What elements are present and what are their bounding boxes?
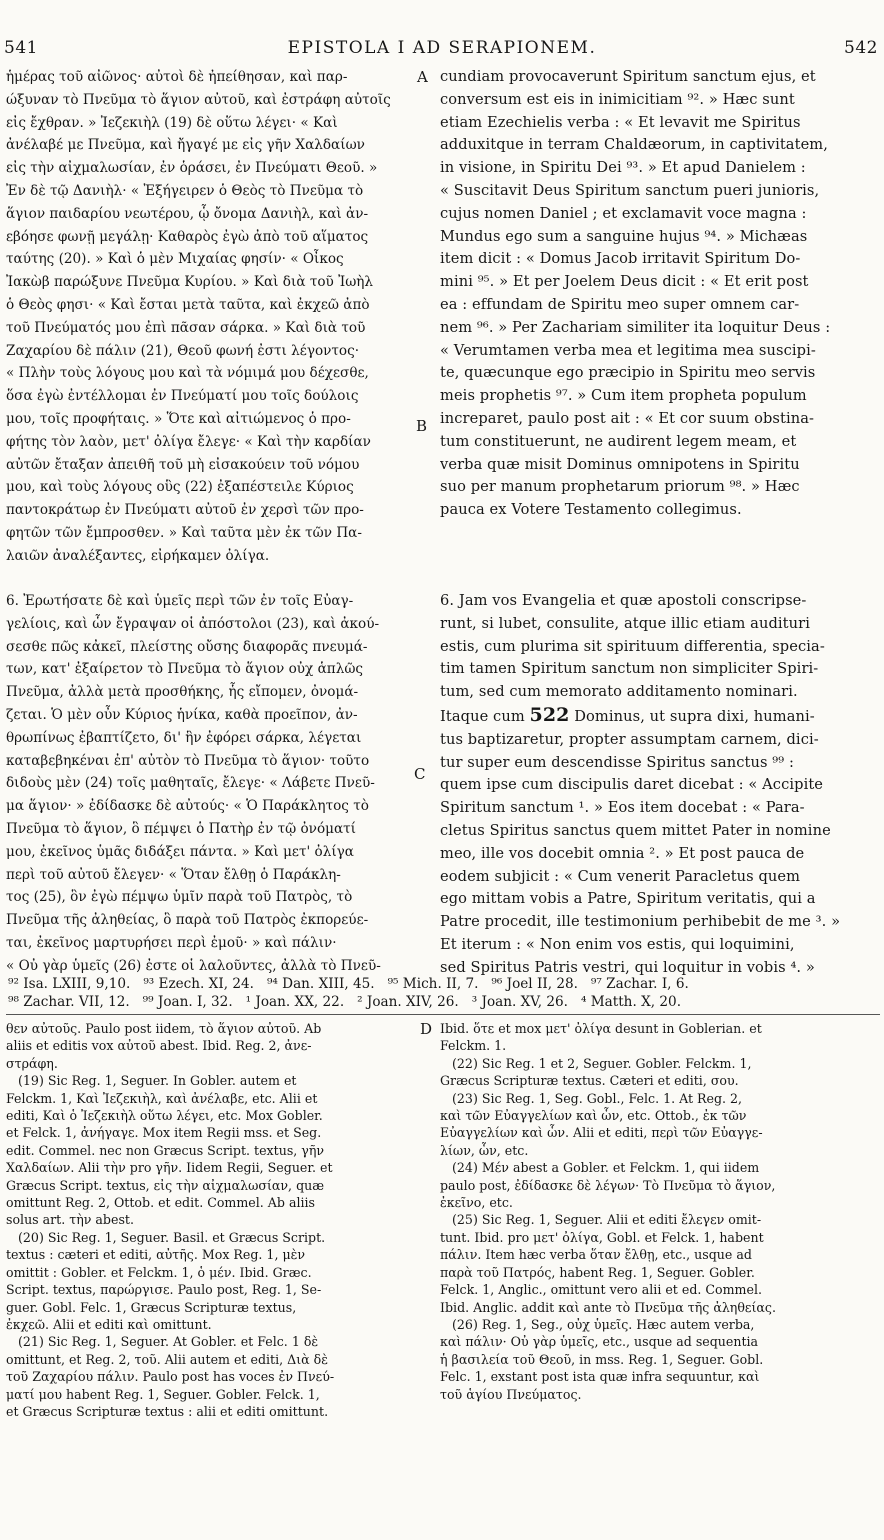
latin-column-top: cundiam provocaverunt Spiritum sanctum ejus, et conversum est eis in inimicitiam ⁹². » Hæc sunt etiam Ezechielis verba : « Et levavit me Spiritus adduxitque in terram Chaldæorum, in captivitatem, in visione, in Spiritu Dei ⁹³. » Et apud Danielem : « Suscitavit Deus Spiritum sanctum pueri junioris, cujus nomen Daniel ; et exclamavit voce magna : Mundus ego sum a sanguine hujus ⁹⁴. » Michæas item dicit : « Domus Jacob irritavit Spiritum Do- mini ⁹⁵. » Et per Joelem Deus dicit : « Et erit post ea : effundam de Spiritu meo super omnem car- nem ⁹⁶. » Per Zachariam similiter ita loquitur Deus : « Verumtamen verba mea et legitima mea suscipi- te, quæcunque ego præcipio in Spiritu meo servis meis prophetis ⁹⁷. » Cum item propheta populum increparet, paulo post ait : « Et cor suum obstina- tum constituerunt, ne audirent legem meam, et verba quæ misit Dominus omnipotens in Spiritu suo per manum prophetarum priorum ⁹⁸. » Hæc pauca ex Votere Testamento collegimus. xyxy=(440,68,831,519)
margin-letter-b: B xyxy=(416,417,428,435)
footnotes-left: θεν αὐτοῦς. Paulo post iidem, τὸ ἅγιον αὐτοῦ. Ab aliis et editis vox αὐτοῦ abest. Ibid. Reg. 2, ἀνε- στράφη. (19) Sic Reg. 1, Seguer. In Gobler. autem et Felckm. 1, Καὶ Ἰεζεκιὴλ, καὶ ἀνέλαβε, etc. Alii et editi, Καὶ ὁ Ἰεζεκιὴλ οὕτω λέγει, etc. Mox Gobler. et Felck. 1, ἀνήγαγε. Mox item Regii mss. et Seg. edit. Commel. nec non Græcus Script. textus, γῆν Χαλδαίων. Alii τὴν pro γῆν. Iidem Regii, Seguer. et Græcus Script. textus, εἰς τὴν αἰχμαλωσίαν, quæ omittunt Reg. 2, Ottob. et edit. Commel. Ab aliis solus art. τὴν abest. (20) Sic Reg. 1, Seguer. Basil. et Græcus Script. textus : cæteri et editi, αὐτῆς. Mox Reg. 1, μὲν omittit : Gobler. et Felckm. 1, ὁ μέν. Ibid. Græc. Script. textus, παρώργισε. Paulo post, Reg. 1, Se- guer. Gobl. Felc. 1, Græcus Scripturæ textus, ἐκχεῶ. Alii et editi καὶ omittunt. (21) Sic Reg. 1, Seguer. At Gobler. et Felc. 1 δὲ omittunt, et Reg. 2, τοῦ. Alii autem et editi, Διὰ δὲ τοῦ Ζαχαρίου πάλιν. Paulo post has voces ἐν Πνεύ- ματί μου habent Reg. 1, Seguer. Gobler. Felck. 1, et Græcus Scripturæ textus : alii et editi omittunt. xyxy=(6,1021,335,1419)
page-header xyxy=(0,38,884,62)
original-page-number: 522 xyxy=(529,703,570,726)
latin-column-section-6 xyxy=(440,590,878,980)
running-title: EPISTOLA I AD SERAPIONEM. xyxy=(287,38,597,58)
footnotes-right: Ibid. ὅτε et mox μετ' ὀλίγα desunt in Goblerian. et Felckm. 1. (22) Sic Reg. 1 et 2, Seguer. Gobler. Felckm. 1, Græcus Scripturæ textus. Cæteri et editi, σου. (23) Sic Reg. 1, Seg. Gobl., Felc. 1. At Reg. 2, καὶ τῶν Εὐαγγελίων καὶ ὧν, etc. Ottob., ἐκ τῶν Εὐαγγελίων καὶ ὧν. Alii et editi, περὶ τῶν Εὐαγγε- λίων, ὧν, etc. (24) Μέν abest a Gobler. et Felckm. 1, qui iidem paulo post, ἐδίδασκε δὲ λέγων· Τὸ Πνεῦμα τὸ ἅγιον, ἐκεῖνο, etc. (25) Sic Reg. 1, Seguer. Alii et editi ἔλεγεν omit- tunt. Ibid. pro μετ' ὀλίγα, Gobl. et Felck. 1, habent πάλιν. Item hæc verba ὅταν ἔλθῃ, etc., usque ad παρὰ τοῦ Πατρός, habent Reg. 1, Seguer. Gobler. Felck. 1, Anglic., omittunt vero alii et ed. Commel. Ibid. Anglic. addit καὶ ante τὸ Πνεῦμα τῆς ἀληθείας. (26) Reg. 1, Seg., οὐχ ὑμεῖς. Hæc autem verba, καὶ πάλιν· Οὐ γὰρ ὑμεῖς, etc., usque ad sequentia ἡ βασιλεία τοῦ Θεοῦ, in mss. Reg. 1, Seguer. Gobl. Felc. 1, exstant post ista quæ infra sequuntur, καὶ τοῦ ἁγίου Πνεύματος. xyxy=(440,1021,776,1402)
footnote-divider xyxy=(6,1014,880,1015)
greek-column-top: ἡμέρας τοῦ αἰῶνος· αὐτοὶ δὲ ἠπείθησαν, καὶ παρ- ώξυναν τὸ Πνεῦμα τὸ ἅγιον αὐτοῦ, καὶ ἐστράφη αὐτοῖς εἰς ἔχθραν. » Ἰεζεκιὴλ (19) δὲ οὕτω λέγει· « Καὶ ἀνέλαβέ με Πνεῦμα, καὶ ἤγαγέ με εἰς γῆν Χαλδαίων εἰς τὴν αἰχμαλωσίαν, ἐν ὁράσει, ἐν Πνεύματι Θεοῦ. » Ἐν δὲ τῷ Δανιὴλ· « Ἐξήγειρεν ὁ Θεὸς τὸ Πνεῦμα τὸ ἅγιον παιδαρίου νεωτέρου, ᾧ ὄνομα Δανιὴλ, καὶ ἀν- εβόησε φωνῇ μεγάλῃ· Καθαρὸς ἐγὼ ἀπὸ τοῦ αἵματος ταύτης (20). » Καὶ ὁ μὲν Μιχαίας φησίν· « Οἶκος Ἰακὼβ παρώξυνε Πνεῦμα Κυρίου. » Καὶ διὰ τοῦ Ἰωὴλ ὁ Θεὸς φησι· « Καὶ ἔσται μετὰ ταῦτα, καὶ ἐκχεῶ ἀπὸ τοῦ Πνεύματός μου ἐπὶ πᾶσαν σάρκα. » Καὶ διὰ τοῦ Ζαχαρίου δὲ πάλιν (21), Θεοῦ φωνή ἐστι λέγοντος· « Πλὴν τοὺς λόγους μου καὶ τὰ νόμιμά μου δέχεσθε, ὅσα ἐγὼ ἐντέλλομαι ἐν Πνεύματί μου τοῖς δούλοις μου, τοῖς προφήταις. » Ὅτε καὶ αἰτιώμενος ὁ προ- φήτης τὸν λαὸν, μετ' ὀλίγα ἔλεγε· « Καὶ τὴν καρδίαν αὐτῶν ἔταξαν ἀπειθῆ τοῦ μὴ εἰσακούειν τοῦ νόμου μου, καὶ τοὺς λόγους οὓς (22) ἐξαπέστειλε Κύριος παντοκράτωρ ἐν Πνεύματι αὐτοῦ ἐν χερσὶ τῶν προ- φητῶν τῶν ἔμπροσθεν. » Καὶ ταῦτα μὲν ἐκ τῶν Πα- λαιῶν ἀναλέξαντες, εἰρήκαμεν ὀλίγα. xyxy=(6,69,391,564)
latin-section-6-part-2: Dominus, ut supra dixi, humani- tus baptizaretur, propter assumptam carnem, dici- tur super eum descendisse Spiritus sanctus ⁹⁹ : quem ipse cum discipulis daret dicebat : « Accipite Spiritum sanctum ¹. » Eos item docebat : « Para- cletus Spiritus sanctus quem mittet Pater in nomine meo, ille vos docebit omnia ². » Et post pauca de eodem subjicit : « Cum venerit Paracletus quem ego mittam vobis a Patre, Spiritum veritatis, qui a Patre procedit, ille testimonium perhibebit de me ³. » Et iterum : « Non enim vos estis, qui loquimini, sed Spiritus Patris vestri, qui loquitur in vobis ⁴. » xyxy=(440,707,841,976)
page-number-left: 541 xyxy=(4,38,38,58)
margin-letter-d: D xyxy=(420,1020,433,1038)
margin-letter-a: A xyxy=(417,68,428,86)
scripture-references: ⁹² Isa. LXIII, 9,10. ⁹³ Ezech. XI, 24. ⁹⁴ Dan. XIII, 45. ⁹⁵ Mich. II, 7. ⁹⁶ Joel II, 28. ⁹⁷ Zachar. I, 6. ⁹⁸ Zachar. VII, 12. ⁹⁹ Joan. I, 32. ¹ Joan. XX, 22. ² Joan. XIV, 26. ³ Joan. XV, 26. ⁴ Matth. X, 20. xyxy=(8,976,689,1010)
latin-section-6-part-1: 6. Jam vos Evangelia et quæ apostoli conscripse- runt, si lubet, consulite, atque illic etiam audituri estis, cum plurima sit spirituum differentia, specia- tim tamen Spiritum sanctum non simpliciter Spiri- tum, sed cum memorato additamento nominari. Itaque cum xyxy=(440,592,825,725)
greek-column-section-6: 6. Ἐρωτήσατε δὲ καὶ ὑμεῖς περὶ τῶν ἐν τοῖς Εὐαγ- γελίοις, καὶ ὧν ἔγραψαν οἱ ἀπόστολοι (23), καὶ ἀκού- σεσθε πῶς κἀκεῖ, πλείστης οὔσης διαφορᾶς πνευμά- των, κατ' ἐξαίρετον τὸ Πνεῦμα τὸ ἅγιον οὐχ ἁπλῶς Πνεῦμα, ἀλλὰ μετὰ προσθήκης, ἧς εἴπομεν, ὀνομά- ζεται. Ὁ μὲν οὖν Κύριος ἡνίκα, καθὰ προεῖπον, ἀν- θρωπίνως ἐβαπτίζετο, δι' ἣν ἐφόρει σάρκα, λέγεται καταβεβηκέναι ἐπ' αὐτὸν τὸ Πνεῦμα τὸ ἅγιον· τοῦτο διδοὺς μὲν (24) τοῖς μαθηταῖς, ἔλεγε· « Λάβετε Πνεῦ- μα ἅγιον· » ἐδίδασκε δὲ αὐτούς· « Ὁ Παράκλητος τὸ Πνεῦμα τὸ ἅγιον, ὃ πέμψει ὁ Πατὴρ ἐν τῷ ὀνόματί μου, ἐκεῖνος ὑμᾶς διδάξει πάντα. » Καὶ μετ' ὀλίγα περὶ τοῦ αὐτοῦ ἔλεγεν· « Ὅταν ἔλθῃ ὁ Παράκλη- τος (25), ὃν ἐγὼ πέμψω ὑμῖν παρὰ τοῦ Πατρὸς, τὸ Πνεῦμα τῆς ἀληθείας, ὃ παρὰ τοῦ Πατρὸς ἐκπορεύε- ται, ἐκεῖνος μαρτυρήσει περὶ ἐμοῦ· » καὶ πάλιν· « Οὐ γὰρ ὑμεῖς (26) ἐστε οἱ λαλοῦντες, ἀλλὰ τὸ Πνεῦ- xyxy=(6,593,381,974)
page-number-right: 542 xyxy=(844,38,878,58)
margin-letter-c: C xyxy=(414,765,426,783)
